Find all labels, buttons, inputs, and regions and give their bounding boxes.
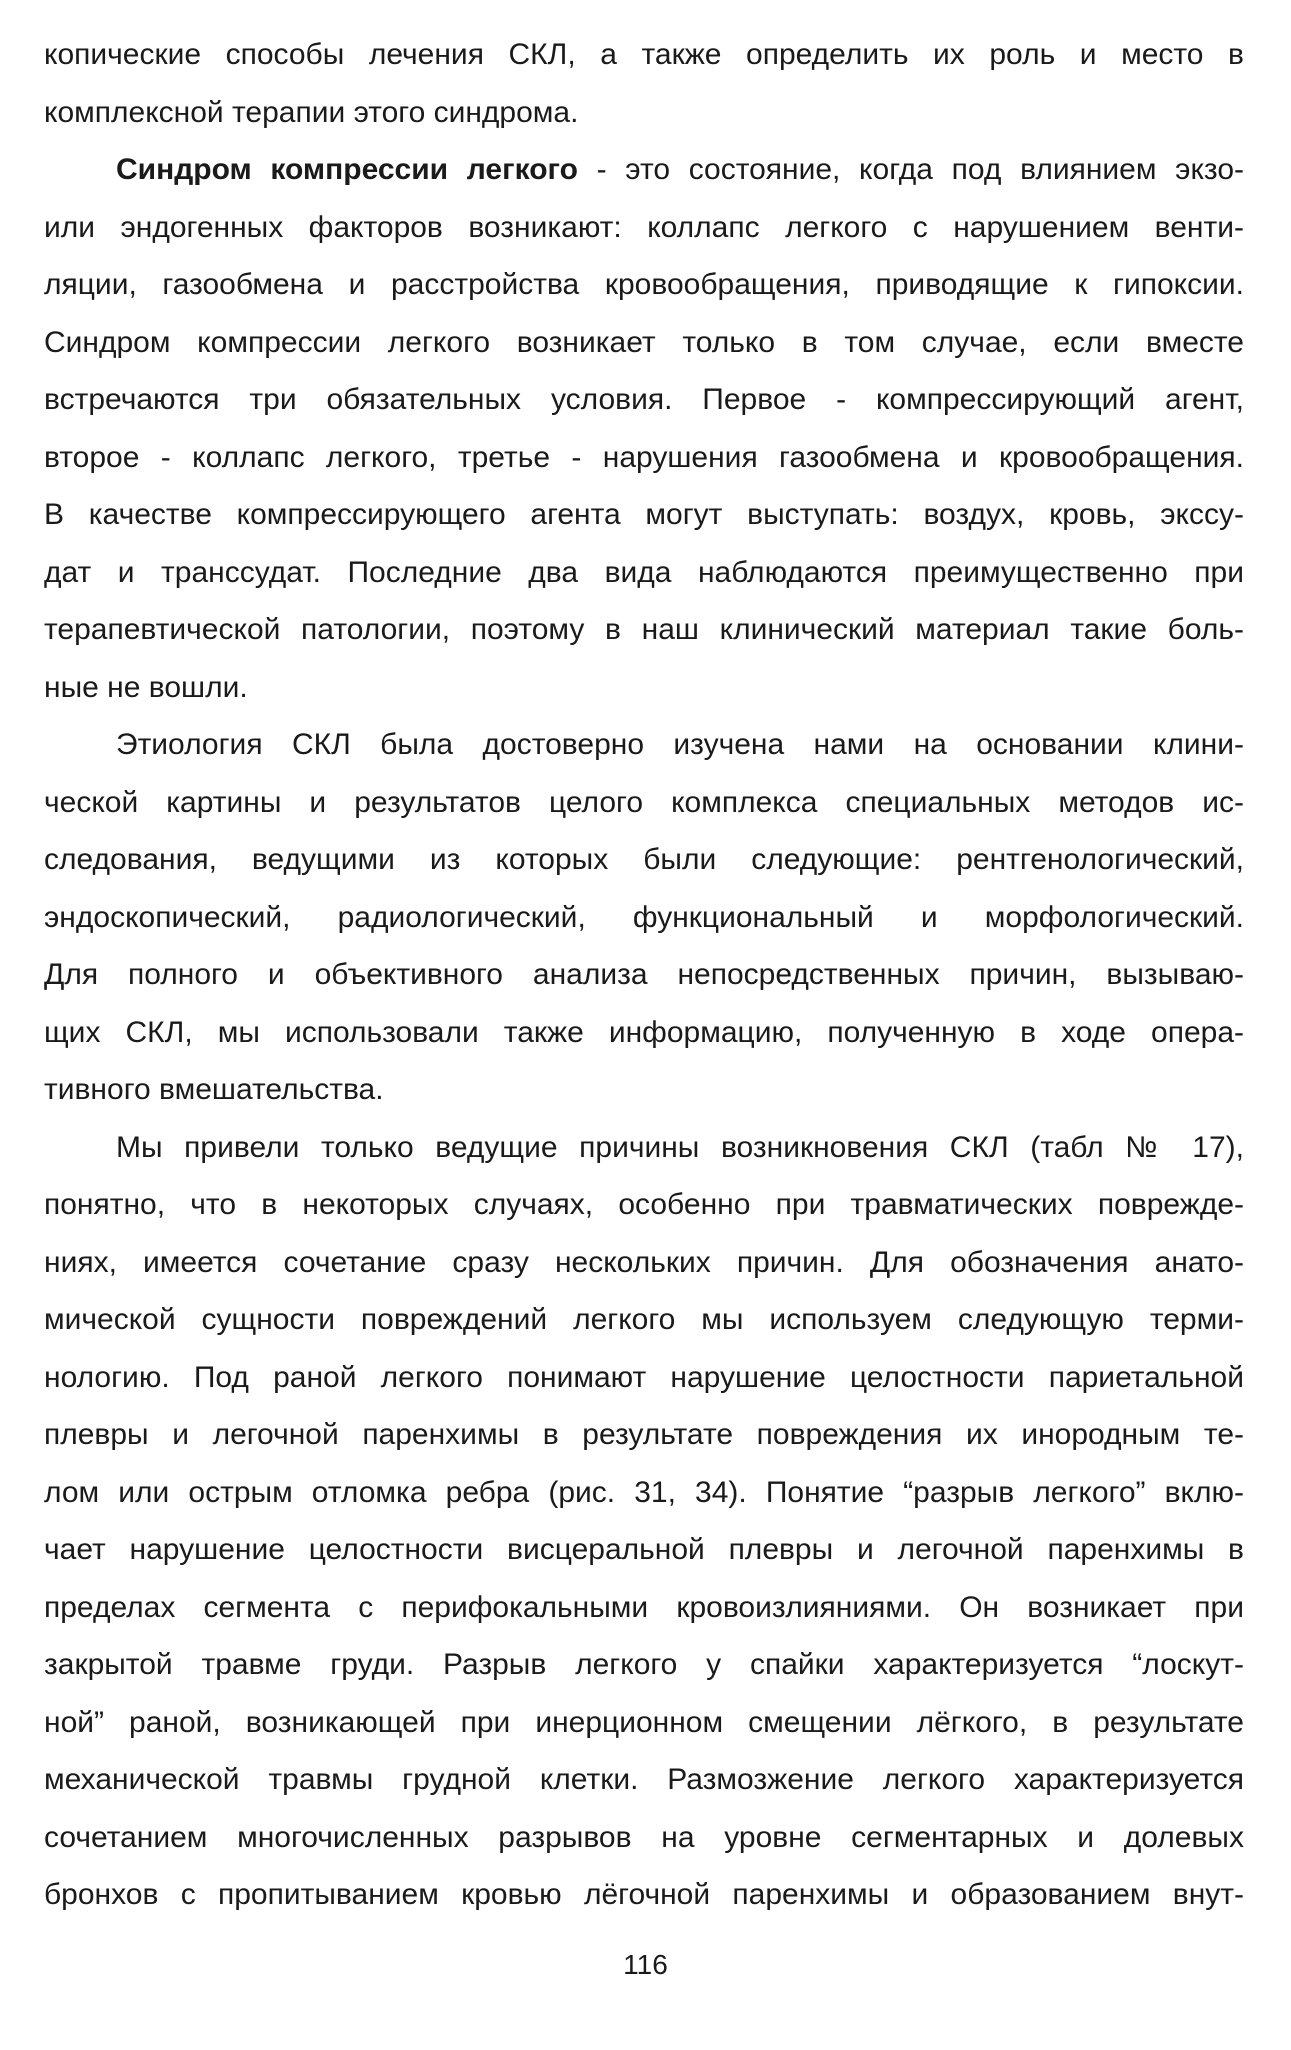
paragraph-4 xyxy=(44,1119,1244,1924)
text-line: ческой картины и результатов целого комплекса специальных методов ис- xyxy=(44,785,1244,819)
document-page xyxy=(44,26,1244,1924)
text-line: нологию. Под раной легкого понимают нарушение целостности париетальной xyxy=(44,1360,1244,1394)
text-line: чает нарушение целостности висцеральной плевры и легочной паренхимы в xyxy=(44,1533,1244,1566)
text-line: тивного вмешательства. xyxy=(44,1073,384,1106)
text-line: Этиология СКЛ была достоверно изучена нами на основании клини- xyxy=(116,728,1244,761)
text-line: закрытой травме груди. Разрыв легкого у спайки характеризуется “лоскут- xyxy=(44,1648,1244,1681)
text-line: щих СКЛ, мы использовали также информацию, полученную в ходе опера- xyxy=(44,1015,1244,1049)
text-line: В качестве компрессирующего агента могут выступать: воздух, кровь, экссу- xyxy=(44,498,1244,531)
page-number: 116 xyxy=(623,1949,668,1980)
text-line: второе - коллапс легкого, третье - нарушения газообмена и кровообращения. xyxy=(44,440,1244,474)
text-line: мической сущности повреждений легкого мы используем следующую терми- xyxy=(44,1303,1244,1336)
text-line: Для полного и объективного анализа непосредственных причин, вызываю- xyxy=(44,958,1244,991)
text-line: механической травмы грудной клетки. Размозжение легкого характеризуется xyxy=(44,1763,1244,1796)
text-line: следования, ведущими из которых были следующие: рентгенологический, xyxy=(44,843,1244,876)
text-line: лом или острым отломка ребра (рис. 31, 34). Понятие “разрыв легкого” вклю- xyxy=(44,1475,1244,1509)
text-line: терапевтической патологии, поэтому в наш клинический материал такие боль- xyxy=(44,613,1244,646)
paragraph-1 xyxy=(44,26,1244,141)
text-line: комплексной терапии этого синдрома. xyxy=(44,95,579,129)
paragraph-2 xyxy=(44,141,1244,716)
text-line: или эндогенных факторов возникают: коллапс легкого с нарушением венти- xyxy=(44,210,1244,244)
text-line: ной” раной, возникающей при инерционном смещении лёгкого, в результате xyxy=(44,1705,1244,1739)
text-line: встречаются три обязательных условия. Первое - компрессирующий агент, xyxy=(44,383,1244,416)
text-line: Мы привели только ведущие причины возникновения СКЛ (табл № 17), xyxy=(116,1130,1244,1164)
paragraph-3 xyxy=(44,716,1244,1119)
text-line: бронхов с пропитыванием кровью лёгочной паренхимы и образованием внут- xyxy=(44,1878,1244,1911)
text-line xyxy=(44,141,1244,199)
text-fragment: - это состояние, когда под влиянием экзо- xyxy=(577,153,1244,186)
text-line: пределах сегмента с перифокальными кровоизлияниями. Он возникает при xyxy=(44,1590,1244,1624)
text-line: Синдром компрессии легкого возникает только в том случае, если вместе xyxy=(44,325,1244,359)
text-line: ляции, газообмена и расстройства кровообращения, приводящие к гипоксии. xyxy=(44,268,1244,301)
text-line: копические способы лечения СКЛ, а также определить их роль и место в xyxy=(44,38,1244,71)
text-line: плевры и легочной паренхимы в результате повреждения их инородным те- xyxy=(44,1418,1244,1451)
text-line: ные не вошли. xyxy=(44,670,248,704)
text-line: дат и транссудат. Последние два вида наблюдаются преимущественно при xyxy=(44,555,1244,589)
term-heading: Синдром компрессии легкого xyxy=(116,153,578,186)
text-line: эндоскопический, радиологический, функциональный и морфологический. xyxy=(44,900,1244,934)
text-line: сочетанием многочисленных разрывов на уровне сегментарных и долевых xyxy=(44,1820,1244,1854)
text-line: ниях, имеется сочетание сразу нескольких причин. Для обозначения анато- xyxy=(44,1245,1244,1279)
text-line: понятно, что в некоторых случаях, особенно при травматических поврежде- xyxy=(44,1188,1244,1221)
